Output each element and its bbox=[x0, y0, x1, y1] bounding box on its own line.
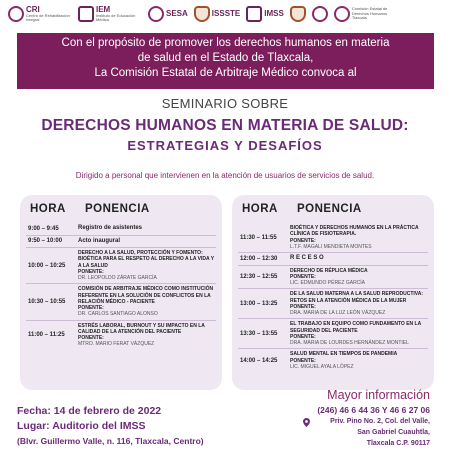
row-time: 11:00 – 11:25 bbox=[28, 332, 65, 338]
row-time: 12:30 – 12:55 bbox=[240, 273, 278, 280]
row-time: 11:30 – 11:55 bbox=[240, 234, 277, 241]
row-title: DERECHO A LA SALUD, PROTECCIÓN Y FOMENTO: BIOÉTICA PARA EL RESPETO AL DERECHO A LA VIDA Y A LA SALUD bbox=[78, 250, 214, 269]
cri-logo-sub: Centro de Rehabilitación Integral bbox=[26, 12, 70, 22]
ponente-name: L.T.F. MAGALI MENDIETA MONTES bbox=[290, 243, 372, 250]
logo-strip bbox=[0, 0, 450, 28]
ponente-name: LIC. MIGUEL AYALA LÓPEZ bbox=[290, 363, 354, 370]
ponente-name: DR. LEOPOLDO ZÁRATE GARCÍA bbox=[78, 275, 157, 281]
ponente-name: DRA. MARIA DE LOURDES HERNÁNDEZ MONTIEL bbox=[290, 340, 409, 346]
row-time: 10:30 – 10:55 bbox=[28, 298, 66, 305]
seal2-logo bbox=[312, 3, 328, 25]
schedule-panel-morning bbox=[20, 195, 222, 390]
iem-logo-icon bbox=[78, 6, 94, 22]
schedule-row bbox=[238, 223, 428, 252]
iem-logo-text: IEM bbox=[96, 4, 111, 14]
cri-logo-icon bbox=[8, 6, 24, 22]
row-title: DERECHO DE RÉPLICA MÉDICA bbox=[290, 267, 368, 274]
row-title: EL TRABAJO EN EQUIPO COMO FUNDAMENTO EN LA SEGURIDAD DEL PACIENTE bbox=[290, 321, 422, 334]
ponente-name: DR. CARLOS SANTIAGO ALONSO bbox=[78, 311, 158, 318]
iem-logo-sub: Instituto de Educación Médica bbox=[96, 12, 136, 22]
schedule-row bbox=[238, 265, 428, 289]
hora-header: HORA bbox=[242, 203, 278, 215]
seal-logo-icon bbox=[290, 6, 306, 22]
row-time: 13:30 – 13:55 bbox=[240, 330, 278, 337]
schedule-row bbox=[238, 318, 428, 348]
cri-logo-text: CRI bbox=[26, 4, 40, 14]
audience-note: Dirigido a personal que intervienen en la atención de usuarios de servicios de salud. bbox=[75, 171, 375, 180]
imss-logo bbox=[246, 3, 284, 25]
schedule-row bbox=[238, 252, 428, 265]
row-title: COMISIÓN DE ARBITRAJE MÉDICO COMO INSTITUCIÓN REFERENTE EN LA SOLUCIÓN DE CONFLICTOS EN LA RELACIÓN MÉDICO - PACIENTE bbox=[78, 286, 214, 305]
schedule-row bbox=[26, 223, 216, 235]
sesa-logo-icon bbox=[148, 6, 164, 22]
schedule-row bbox=[238, 348, 428, 372]
row-title: ESTRÉS LABORAL, BURNOUT Y SU IMPACTO EN LA CALIDAD DE LA ATENCIÓN DEL PACIENTE bbox=[78, 322, 205, 335]
row-time: 14:00 – 14:25 bbox=[240, 357, 278, 364]
sesa-logo-text: SESA bbox=[166, 9, 188, 18]
row-time: 9:00 – 9:45 bbox=[28, 225, 59, 232]
schedule-panel-afternoon bbox=[232, 195, 434, 390]
row-title: Registro de asistentes bbox=[78, 225, 143, 231]
seal-logo bbox=[290, 3, 306, 25]
imss-logo-text: IMSS bbox=[264, 9, 284, 18]
schedule-row bbox=[26, 283, 216, 319]
issste-logo-text: ISSSTE bbox=[211, 9, 241, 18]
row-title: Acto inaugural bbox=[78, 237, 121, 244]
event-date: Fecha: 14 de febrero de 2022 bbox=[17, 405, 162, 417]
issste-logo-icon bbox=[194, 6, 210, 22]
ponente-name: DRA. MARIA DE LA LUZ LEÓN VÁZQUEZ bbox=[290, 310, 386, 316]
more-info-heading: Mayor información bbox=[327, 388, 430, 402]
schedule-rows bbox=[26, 223, 216, 350]
seminar-title: DERECHOS HUMANOS EN MATERIA DE SALUD: bbox=[41, 117, 409, 134]
ponente-label: PONENTE: bbox=[78, 305, 104, 311]
iem-logo bbox=[78, 3, 142, 25]
ponente-label: PONENTE: bbox=[290, 333, 316, 340]
row-time: 13:00 – 13:25 bbox=[240, 300, 278, 307]
schedule-row bbox=[26, 320, 216, 350]
row-title: DE LA SALUD MATERNA A LA SALUD REPRODUCTIVA: RETOS EN LA ATENCIÓN MÉDICA DE LA MUJER bbox=[290, 291, 424, 304]
schedule-row bbox=[26, 247, 216, 283]
row-title: SALUD MENTAL EN TIEMPOS DE PANDEMIA bbox=[290, 351, 398, 358]
seal2-logo-icon bbox=[312, 6, 328, 22]
row-title: R E C E S O bbox=[290, 255, 324, 261]
row-title: BIOÉTICA Y DERECHOS HUMANOS EN LA PRÁCTICA CLÍNICA DE FISIOTERAPIA. bbox=[290, 225, 419, 238]
ponente-label: PONENTE: bbox=[78, 335, 104, 341]
row-time: 10:00 – 10:25 bbox=[28, 262, 66, 269]
row-time: 12:00 – 12:30 bbox=[240, 255, 278, 262]
ponente-label: PONENTE: bbox=[290, 273, 316, 280]
imss-logo-icon bbox=[246, 6, 262, 22]
seminar-label: SEMINARIO SOBRE bbox=[161, 96, 289, 111]
row-time: 9:50 – 10:00 bbox=[28, 238, 63, 245]
ponente-label: PONENTE: bbox=[290, 237, 316, 244]
ponente-label: PONENTE: bbox=[290, 357, 316, 364]
banner-line-1: Con el propósito de promover los derechos humanos en materia bbox=[61, 37, 390, 49]
event-venue: Lugar: Auditorio del IMSS bbox=[17, 420, 146, 432]
schedule-rows bbox=[238, 223, 428, 372]
ponente-name: MTRO. MARIO FERAT VÁZQUEZ bbox=[78, 341, 155, 348]
banner-line-3: La Comisión Estatal de Arbitraje Médico convoca al bbox=[94, 66, 357, 79]
banner-line-2: de salud en el Estado de Tlaxcala, bbox=[137, 51, 314, 64]
schedule-row bbox=[238, 288, 428, 318]
location-pin-icon bbox=[303, 418, 310, 427]
seminar-subtitle: ESTRATEGIAS Y DESAFÍOS bbox=[127, 138, 323, 153]
sesa-logo bbox=[148, 3, 188, 25]
ponencia-header: PONENCIA bbox=[85, 203, 150, 215]
contact-address-line-1: Priv. Pino No. 2, Col. del Valle, bbox=[330, 418, 430, 425]
cedh-logo bbox=[334, 3, 398, 25]
contact-phone: (246) 46 6 44 36 Y 46 6 27 06 bbox=[317, 405, 430, 415]
issste-logo bbox=[194, 3, 240, 25]
ponente-label: PONENTE: bbox=[290, 303, 316, 310]
contact-address-line-2: San Gabriel Cuauhtla, bbox=[357, 429, 430, 436]
cedh-logo-sub: Comisión Estatal de Derechos Humanos Tlaxcala bbox=[351, 6, 388, 21]
hora-header: HORA bbox=[30, 203, 66, 215]
ponencia-header: PONENCIA bbox=[297, 203, 362, 215]
cri-logo bbox=[8, 3, 72, 25]
ponente-name: LIC. EDMUNDO PÉREZ GARCÍA bbox=[290, 280, 366, 286]
ponente-label: PONENTE: bbox=[78, 268, 104, 275]
contact-address-line-3: Tlaxcala C.P. 90117 bbox=[366, 440, 430, 447]
event-address: (Blvr. Guillermo Valle, n. 116, Tlaxcala, Centro) bbox=[17, 436, 204, 446]
intro-banner bbox=[17, 33, 434, 89]
schedule-row bbox=[26, 235, 216, 248]
cedh-logo-icon bbox=[334, 6, 350, 22]
